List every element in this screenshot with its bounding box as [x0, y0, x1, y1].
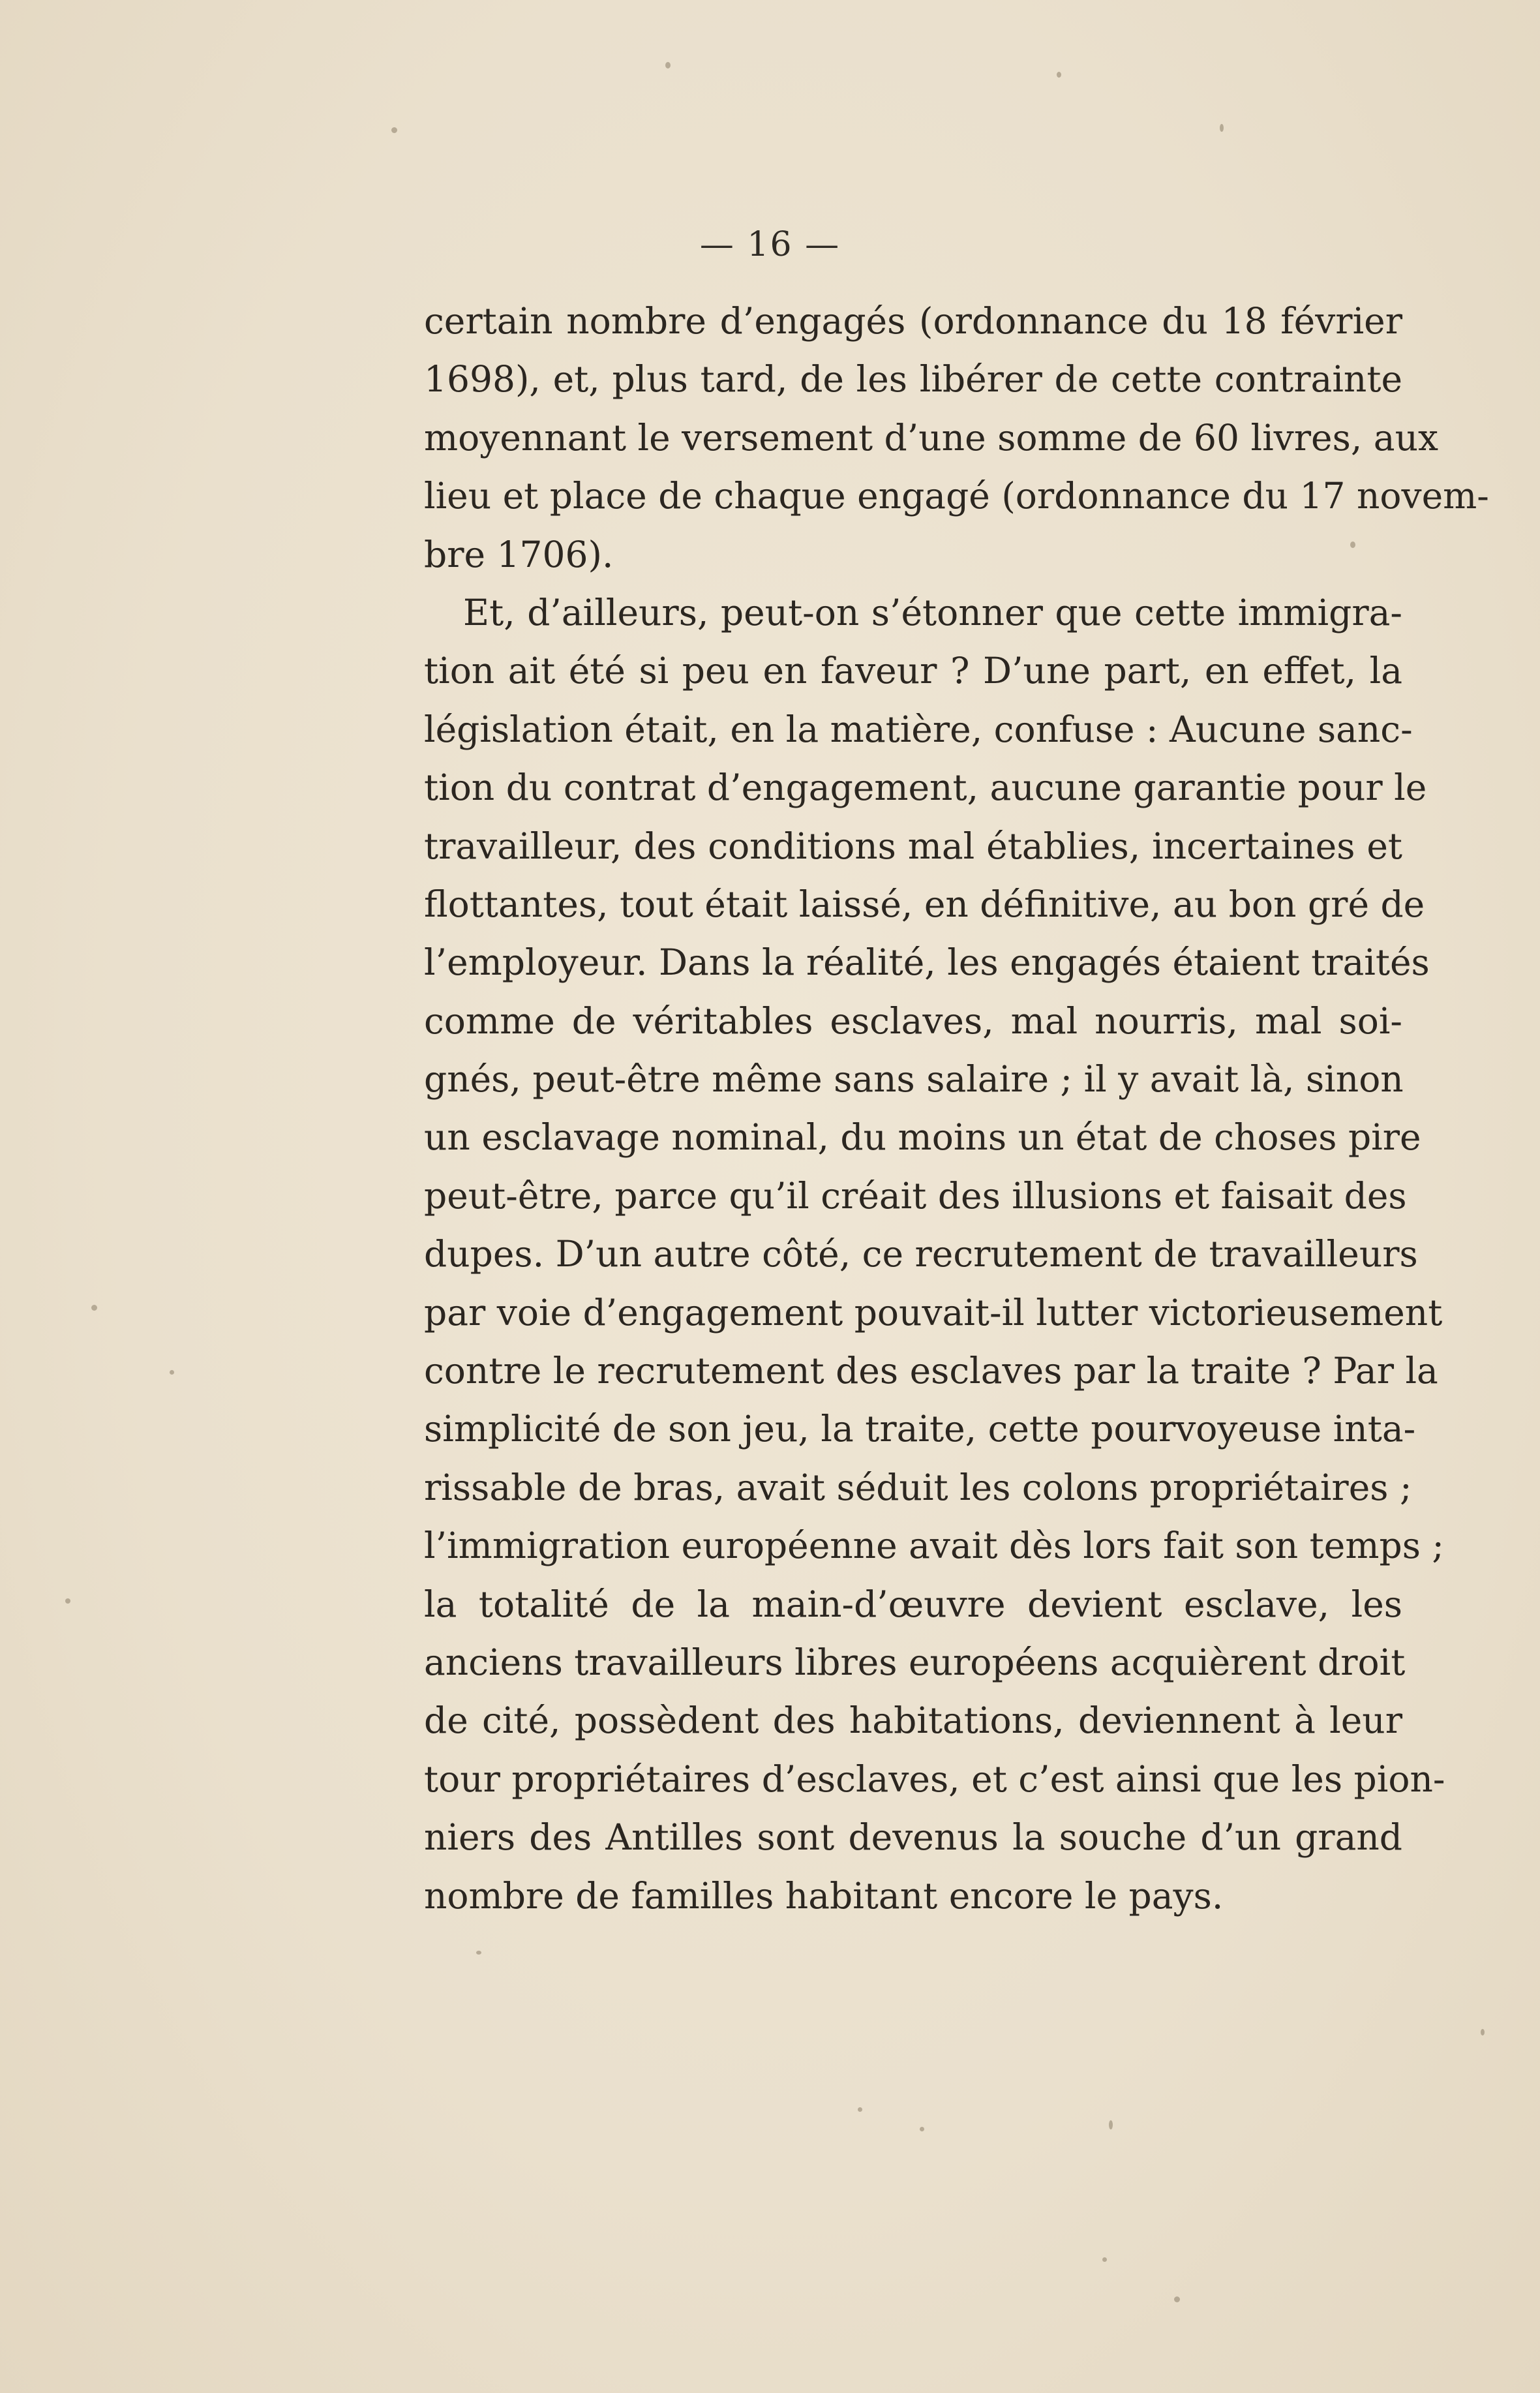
text-line: de cité, possèdent des habitations, deviennent à leur — [424, 1699, 1402, 1742]
paper-speck — [1174, 2296, 1180, 2302]
paper-speck — [170, 1370, 174, 1375]
paper-speck — [65, 1598, 70, 1604]
text-line: simplicité de son jeu, la traite, cette pourvoyeuse inta- — [424, 1408, 1416, 1450]
text-line: gnés, peut-être même sans salaire ; il y avait là, sinon — [424, 1058, 1404, 1101]
paragraph-start-line: Et, d’ailleurs, peut-on s’étonner que cette immigra- — [463, 591, 1402, 633]
text-line: l’immigration européenne avait dès lors fait son temps ; — [424, 1525, 1444, 1567]
paper-speck — [920, 2127, 924, 2131]
text-line: lieu et place de chaque engagé (ordonnance du 17 novem- — [424, 475, 1489, 517]
text-line: peut-être, parce qu’il créait des illusions et faisait des — [424, 1174, 1407, 1217]
text-line: rissable de bras, avait séduit les colons propriétaires ; — [424, 1466, 1412, 1508]
text-line: travailleur, des conditions mal établies, incertaines et — [424, 825, 1402, 867]
paper-speck — [665, 62, 671, 69]
paper-speck — [858, 2107, 862, 2112]
text-line: la totalité de la main-d’œuvre devient esclave, les — [424, 1583, 1402, 1625]
text-line: nombre de familles habitant encore le pays. — [424, 1874, 1224, 1917]
text-line: contre le recrutement des esclaves par la traite ? Par la — [424, 1350, 1438, 1392]
paper-speck — [1350, 541, 1355, 548]
text-line: flottantes, tout était laissé, en définitive, au bon gré de — [424, 883, 1425, 925]
paper-speck — [1220, 124, 1224, 132]
paper-speck — [1109, 2120, 1113, 2129]
paper-speck — [1102, 2257, 1107, 2262]
text-line: certain nombre d’engagés (ordonnance du 18 février — [424, 300, 1402, 342]
paper-speck — [1057, 72, 1061, 78]
paper-speck — [476, 1951, 481, 1955]
paper-speck — [1481, 2029, 1485, 2035]
paper-speck — [91, 1305, 97, 1311]
text-line: dupes. D’un autre côté, ce recrutement de travailleurs — [424, 1233, 1418, 1275]
text-line: l’employeur. Dans la réalité, les engagés étaient traités — [424, 941, 1430, 984]
text-line: un esclavage nominal, du moins un état de choses pire — [424, 1116, 1421, 1159]
text-line: par voie d’engagement pouvait-il lutter victorieusement — [424, 1291, 1443, 1334]
text-line: niers des Antilles sont devenus la souche d’un grand — [424, 1816, 1402, 1859]
text-line: tion du contrat d’engagement, aucune garantie pour le — [424, 767, 1427, 809]
text-line: 1698), et, plus tard, de les libérer de cette contrainte — [424, 358, 1402, 401]
text-line: anciens travailleurs libres européens acquièrent droit — [424, 1641, 1406, 1683]
text-line: bre 1706). — [424, 533, 614, 575]
page-number: — 16 — — [699, 225, 841, 264]
text-line: tour propriétaires d’esclaves, et c’est ainsi que les pion- — [424, 1758, 1445, 1800]
text-line: comme de véritables esclaves, mal nourris, mal soi- — [424, 999, 1402, 1042]
paper-speck — [391, 127, 397, 133]
body-text — [424, 292, 1489, 1925]
text-line: moyennant le versement d’une somme de 60 livres, aux — [424, 416, 1439, 459]
text-line: tion ait été si peu en faveur ? D’une part, en effet, la — [424, 650, 1402, 692]
text-line: législation était, en la matière, confuse : Aucune sanc- — [424, 708, 1413, 750]
